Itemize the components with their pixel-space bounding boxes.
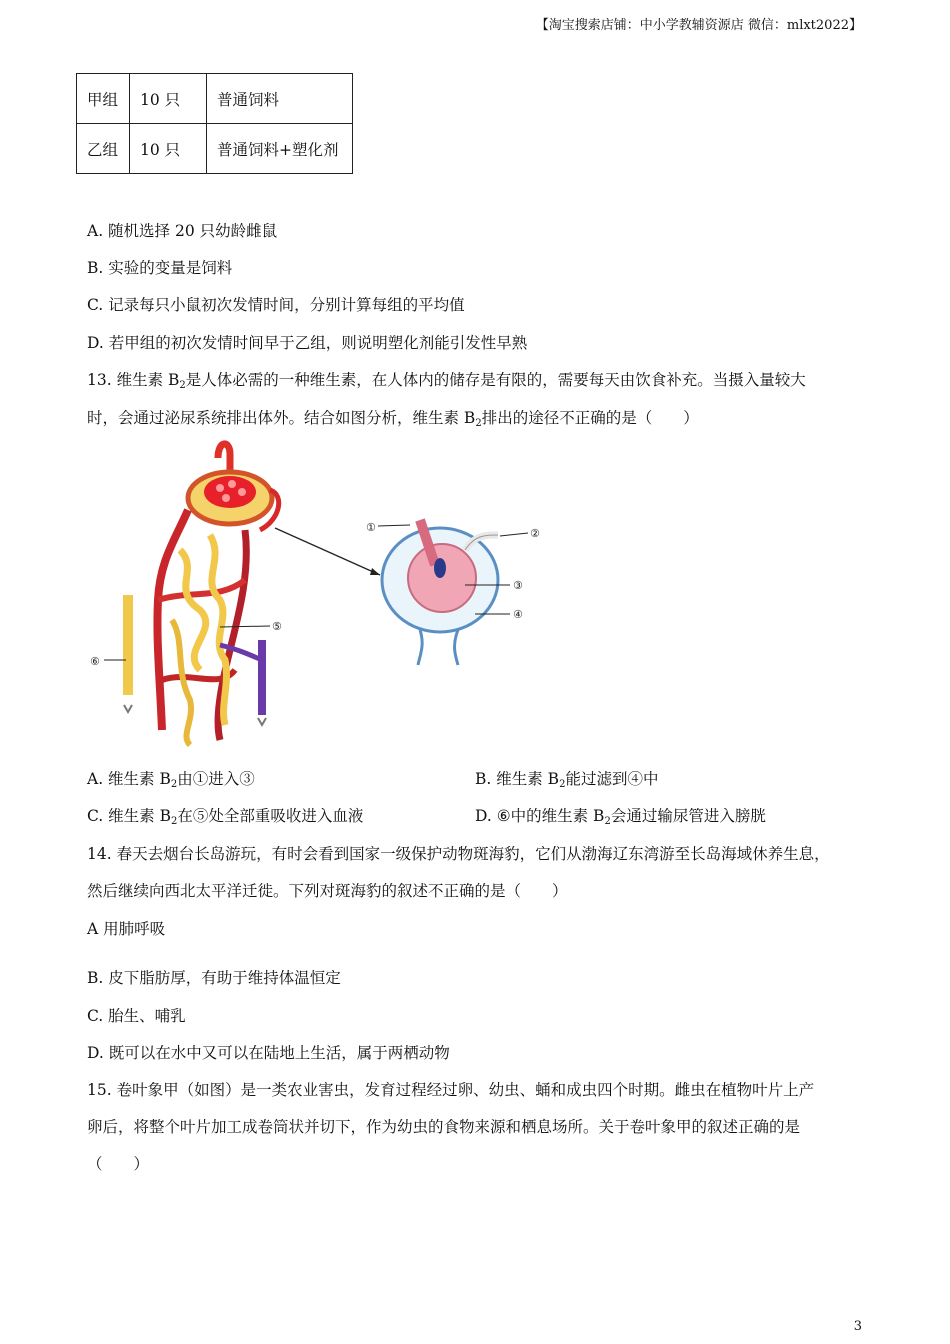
q15-stem-line3: （ ） <box>87 1155 150 1173</box>
q13-option-b: B. 维生素 $B_2$能过滤到④中 <box>475 770 659 790</box>
q12-option-c: C. 记录每只小鼠初次发情时间，分别计算每组的平均值 <box>87 296 465 314</box>
q15-stem-line1: 15. 卷叶象甲（如图）是一类农业害虫，发育过程经过卵、幼虫、蛹和成虫四个时期。雌虫在植物叶片上产 <box>87 1081 815 1099</box>
label-4: ④ <box>513 608 523 621</box>
q14-option-a: A 用肺呼吸 <box>87 920 166 938</box>
q14-stem-line1: 14. 春天去烟台长岛游玩，有时会看到国家一级保护动物斑海豹，它们从渤海辽东湾游至长岛海域休养生息， <box>87 845 830 863</box>
q14-stem-line2: 然后继续向西北太平洋迁徙。下列对斑海豹的叙述不正确的是（ ） <box>87 882 568 900</box>
table-cell: 乙组 <box>77 124 130 174</box>
label-5: ⑤ <box>272 620 282 633</box>
nephron-figure <box>80 440 550 755</box>
page-number: 3 <box>853 1319 862 1334</box>
table-cell: 普通饲料+塑化剂 <box>207 124 353 174</box>
q13-option-c: C. 维生素 $B_2$在⑤处全部重吸收进入血液 <box>87 807 364 827</box>
label-2: ② <box>530 527 540 540</box>
table-cell: 10 只 <box>130 124 207 174</box>
experiment-table <box>76 73 353 174</box>
table-cell: 甲组 <box>77 74 130 124</box>
page-header: 【淘宝搜索店铺：中小学教辅资源店 微信：mlxt2022】 <box>535 18 862 33</box>
label-3: ③ <box>513 579 523 592</box>
label-6: ⑥ <box>90 655 100 668</box>
q13-stem-line2: 时，会通过泌尿系统排出体外。结合如图分析，维生素 $B_2$排出的途径不正确的是（ ） <box>87 409 699 429</box>
q14-option-b: B. 皮下脂肪厚，有助于维持体温恒定 <box>87 969 341 987</box>
q12-option-a: A. 随机选择 20 只幼龄雌鼠 <box>87 222 278 240</box>
label-1: ① <box>366 521 376 534</box>
q13-option-a: A. 维生素 $B_2$由①进入③ <box>87 770 255 790</box>
q12-option-b: B. 实验的变量是饲料 <box>87 259 233 277</box>
q13-stem-line1: 13. 维生素 $B_2$是人体必需的一种维生素，在人体内的储存是有限的，需要每天由饮食补充。当摄入量较大 <box>87 371 806 391</box>
table-cell: 普通饲料 <box>207 74 353 124</box>
table-cell: 10 只 <box>130 74 207 124</box>
q14-option-d: D. 既可以在水中又可以在陆地上生活，属于两栖动物 <box>87 1044 450 1062</box>
q13-option-d: D. ⑥中的维生素 $B_2$会通过输尿管进入膀胱 <box>475 807 766 827</box>
q15-stem-line2: 卵后，将整个叶片加工成卷筒状并切下，作为幼虫的食物来源和栖息场所。关于卷叶象甲的叙述正确的是 <box>87 1118 801 1136</box>
table-row <box>77 74 353 124</box>
table-row <box>77 124 353 174</box>
q14-option-c: C. 胎生、哺乳 <box>87 1007 186 1025</box>
q12-option-d: D. 若甲组的初次发情时间早于乙组，则说明塑化剂能引发性早熟 <box>87 334 528 352</box>
